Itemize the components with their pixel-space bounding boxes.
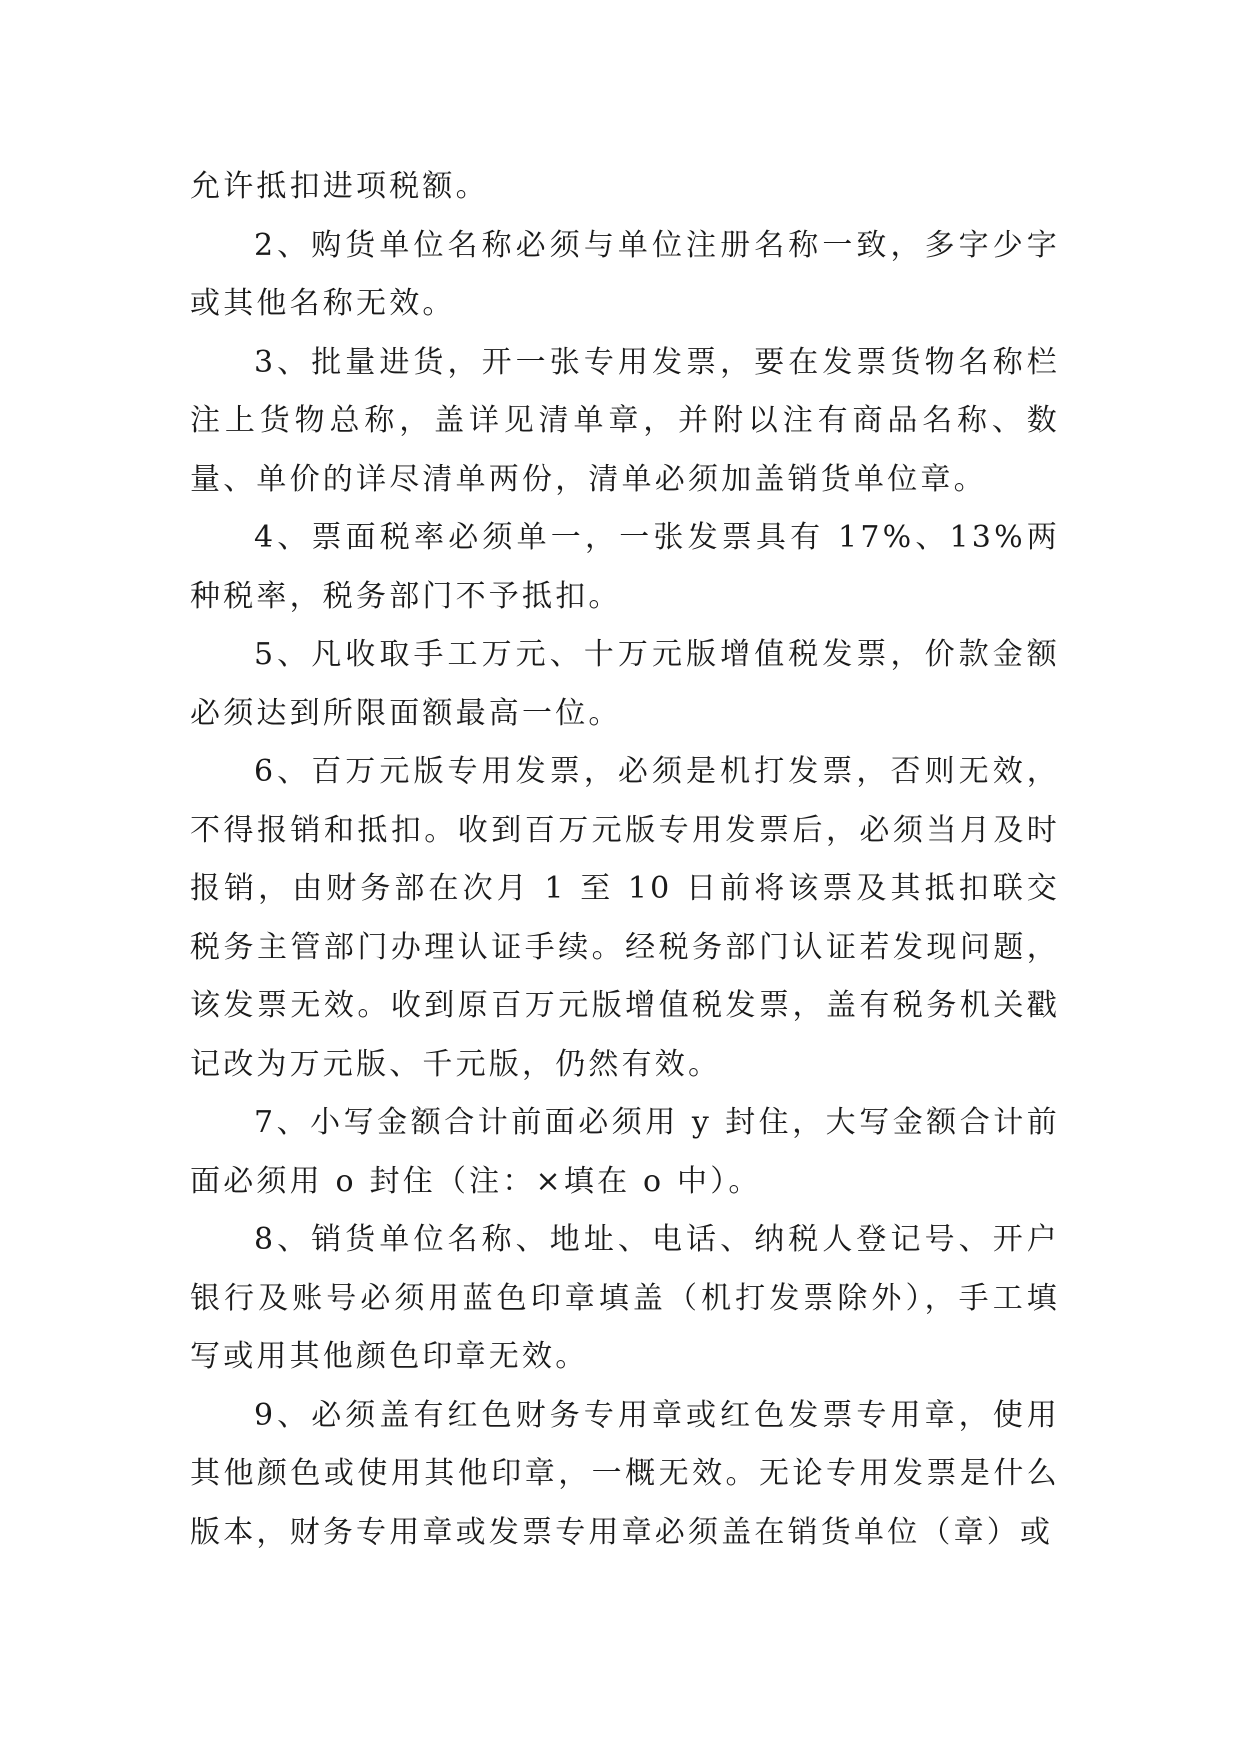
paragraph-item-4: 4、票面税率必须单一，一张发票具有 17%、13%两种税率，税务部门不予抵扣。 xyxy=(190,520,1060,614)
paragraph-item-2: 2、购货单位名称必须与单位注册名称一致，多字少字或其他名称无效。 xyxy=(190,227,1060,321)
document-body xyxy=(190,158,1060,1562)
paragraph-item-7: 7、小写金额合计前面必须用 y 封住，大写金额合计前面必须用 o 封住（注：×填在 o 中）。 xyxy=(190,1105,1060,1199)
paragraph-continuation: 允许抵扣进项税额。 xyxy=(190,169,489,204)
paragraph-item-9: 9、必须盖有红色财务专用章或红色发票专用章，使用其他颜色或使用其他印章，一概无效。无论专用发票是什么版本，财务专用章或发票专用章必须盖在销货单位（章）或 xyxy=(190,1397,1060,1550)
paragraph-item-3: 3、批量进货，开一张专用发票，要在发票货物名称栏注上货物总称，盖详见清单章，并附以注有商品名称、数量、单价的详尽清单两份，清单必须加盖销货单位章。 xyxy=(190,344,1060,497)
paragraph-item-6: 6、百万元版专用发票，必须是机打发票，否则无效，不得报销和抵扣。收到百万元版专用发票后，必须当月及时报销，由财务部在次月 1 至 10 日前将该票及其抵扣联交税务主管部门办理认证手续。经税务部门认证若发现问题，该发票无效。收到原百万元版增值税发票，盖有税务机关戳记改为万元版、千元版，仍然有效。 xyxy=(190,754,1060,1082)
paragraph-item-5: 5、凡收取手工万元、十万元版增值税发票，价款金额必须达到所限面额最高一位。 xyxy=(190,637,1060,731)
paragraph-item-8: 8、销货单位名称、地址、电话、纳税人登记号、开户银行及账号必须用蓝色印章填盖（机打发票除外），手工填写或用其他颜色印章无效。 xyxy=(190,1222,1060,1374)
